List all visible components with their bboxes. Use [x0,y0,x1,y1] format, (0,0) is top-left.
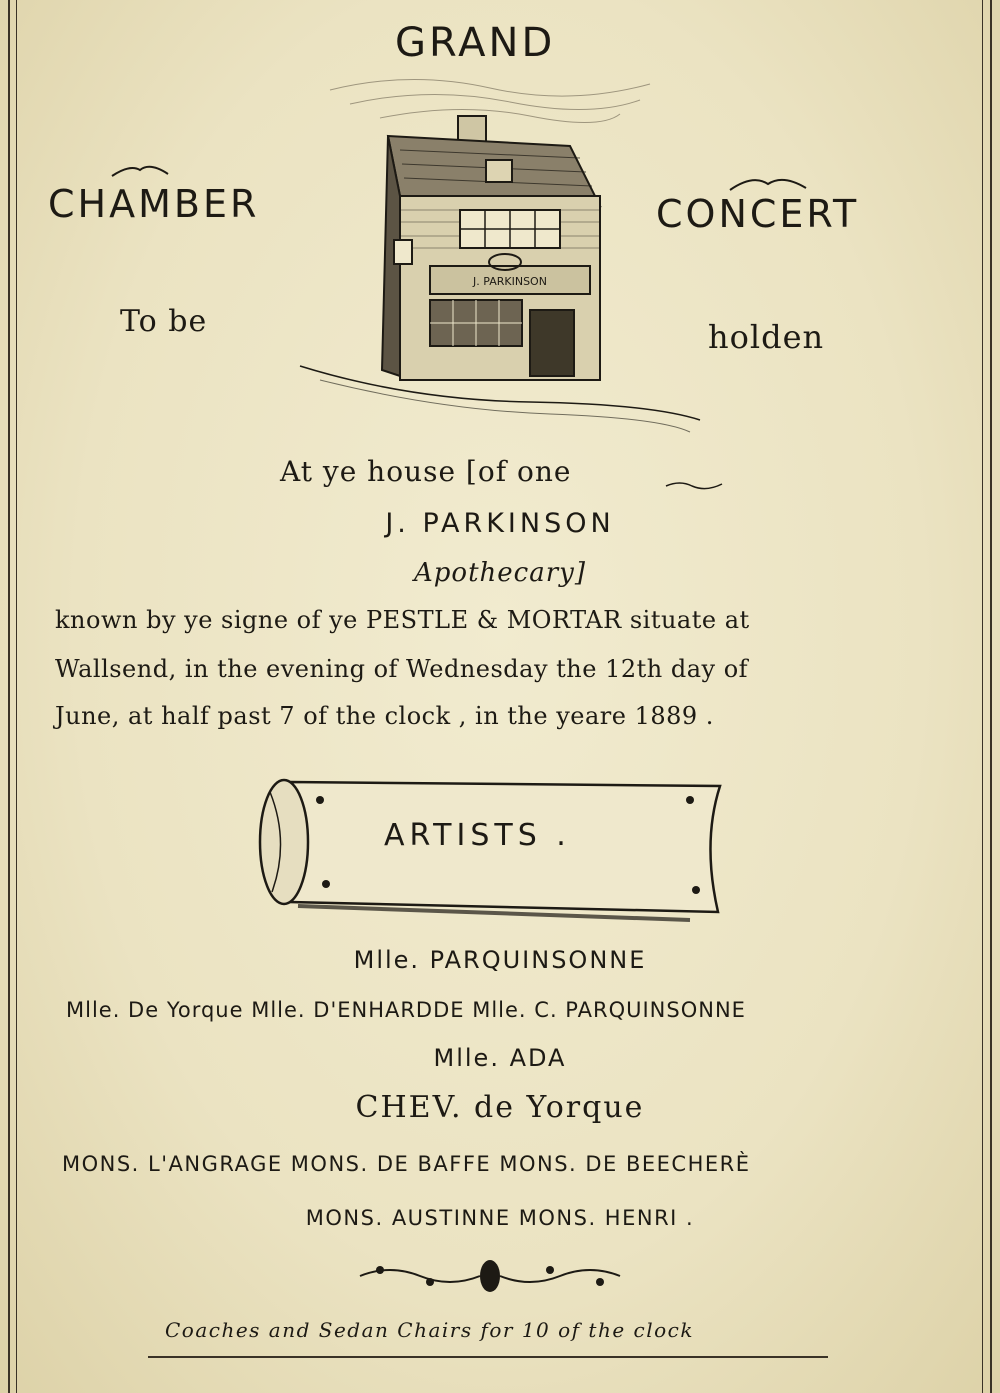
right-border-inner [982,0,983,1393]
artists-heading: ARTISTS . [384,818,571,853]
vine-ornament-icon [350,1254,630,1298]
artist-row-1: Mlle. PARQUINSONNE [353,946,647,974]
footer-underline [148,1356,828,1358]
flourish-concert-icon [728,172,808,194]
left-border-outer [8,0,10,1393]
venue-occupation: Apothecary] [414,558,586,588]
text-to-be: To be [120,304,208,339]
right-border-outer [990,0,992,1393]
artist-row-2: Mlle. De Yorque Mlle. D'ENHARDDE Mlle. C. PARQUINSONNE [66,998,746,1022]
venue-line-5: Wallsend, in the evening of Wednesday the 12th day of [55,655,749,683]
venue-line-6: June, at half past 7 of the clock , in the yeare 1889 . [55,702,714,730]
venue-line-1: At ye house [of one [280,455,572,488]
artist-row-6: MONS. AUSTINNE MONS. HENRI . [305,1206,695,1230]
flourish-chamber-icon [110,160,170,180]
artist-row-3: Mlle. ADA [433,1044,567,1072]
title-chamber: CHAMBER [48,182,260,226]
title-concert: CONCERT [656,192,860,236]
apothecary-house-illustration [290,70,710,440]
shop-sign-text: J. PARKINSON [473,275,547,288]
flourish-venue-icon [664,478,724,494]
venue-line-4: known by ye signe of ye PESTLE & MORTAR situate at [55,606,750,634]
left-border-inner [16,0,17,1393]
footer-note: Coaches and Sedan Chairs for 10 of the clock [165,1318,694,1342]
text-holden: holden [708,318,825,356]
venue-name: J. PARKINSON [385,508,615,539]
artist-row-5: MONS. L'ANGRAGE MONS. DE BAFFE MONS. DE BEECHERÈ [62,1152,751,1176]
title-grand: GRAND [395,20,556,66]
artist-row-4: CHEV. de Yorque [355,1090,645,1125]
